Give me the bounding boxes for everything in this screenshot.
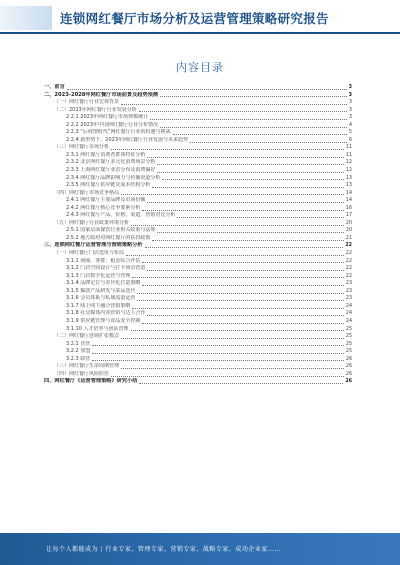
toc-entry[interactable] — [44, 250, 352, 258]
toc-entry-title: 3.1.9 供应链管理与食品安全控制 — [66, 317, 141, 324]
toc-entry[interactable] — [44, 182, 352, 190]
toc-entry-title: 2.3.1 网红餐厅消费者群体特征分析 — [66, 151, 146, 158]
toc-entry[interactable] — [44, 190, 352, 198]
toc-entry-title: 三、连锁网红餐厅运营管理与营销策略分析 — [44, 242, 143, 249]
toc-entry[interactable] — [44, 326, 352, 334]
toc-entry-title: 2.2.4 新形势下，2023年网红餐厅行业发展与未来趋势 — [66, 136, 189, 143]
toc-entry-page: 25 — [345, 326, 352, 332]
toc-entry-page: 22 — [345, 243, 352, 249]
toc-entry[interactable] — [44, 114, 352, 122]
toc-entry-page: 4 — [348, 122, 352, 128]
toc-entry[interactable] — [44, 137, 352, 145]
toc-leader-dots — [139, 382, 343, 384]
toc-entry-title: 2.3.5 网红餐厅供应链及成本结构分析 — [66, 182, 151, 189]
toc-entry-title: 3.1.1 商圈、客群、租金综合评估 — [66, 257, 141, 264]
toc-entry-page: 13 — [345, 175, 352, 181]
toc-entry-title: （一）网红餐厅行业宏观背景 — [54, 99, 120, 106]
toc-leader-dots — [142, 284, 344, 286]
toc-entry-page: 26 — [345, 356, 352, 362]
toc-entry[interactable] — [44, 341, 352, 349]
toc-leader-dots — [157, 171, 344, 173]
toc-entry[interactable] — [44, 295, 352, 303]
report-title: 连锁网红餐厅市场分析及运营管理策略研究报告 — [60, 11, 329, 26]
toc-leader-dots — [160, 95, 347, 97]
toc-entry[interactable] — [44, 129, 352, 137]
toc-entry-title: 二、2023-2028年网红餐厅市场前景及趋势预测 — [44, 91, 159, 98]
toc-leader-dots — [157, 231, 344, 233]
toc-entry[interactable] — [44, 333, 352, 341]
toc-leader-dots — [145, 246, 344, 248]
toc-entry-page: 5 — [348, 130, 352, 136]
toc-entry-page: 13 — [345, 183, 352, 189]
toc-entry-title: 3.2.2 加盟 — [66, 348, 91, 355]
toc-leader-dots — [173, 133, 347, 135]
toc-entry[interactable] — [44, 303, 352, 311]
toc-entry-title: 3.1.5 爆款产品研发与菜品迭代 — [66, 287, 136, 294]
toc-entry-page: 20 — [345, 228, 352, 234]
toc-entry-title: 3.2.1 直营 — [66, 340, 91, 347]
toc-leader-dots — [147, 269, 344, 271]
toc-leader-dots — [92, 352, 344, 354]
toc-entry[interactable] — [44, 318, 352, 326]
toc-entry-page: 25 — [345, 334, 352, 340]
header-rule — [0, 32, 400, 34]
toc-leader-dots — [157, 163, 344, 165]
toc-entry-page: 17 — [345, 213, 352, 219]
toc-entry-title: 3.1.4 品牌定位与差异化打造策略 — [66, 280, 141, 287]
toc-entry-title: （三）网红餐厅生命周期管理 — [54, 363, 120, 370]
toc-entry-page: 11 — [345, 145, 352, 151]
toc-leader-dots — [150, 118, 347, 120]
toc-entry[interactable] — [44, 99, 352, 107]
toc-entry-title: 3.1.3 门店数字化运营与管理 — [66, 272, 131, 279]
toc-entry[interactable] — [44, 92, 352, 100]
toc-leader-dots — [92, 359, 344, 361]
toc-entry-title: 2.2.1 2023年网红餐厅市场规模统计 — [66, 114, 149, 121]
toc-entry[interactable] — [44, 348, 352, 356]
header-accent-bar — [0, 6, 52, 30]
toc-entry[interactable] — [44, 167, 352, 175]
toc-entry[interactable] — [44, 378, 352, 386]
toc-entry-page: 25 — [345, 341, 352, 347]
table-of-contents — [44, 84, 352, 386]
toc-leader-dots — [132, 307, 344, 309]
toc-entry-title: 3.1.10 人才培养与团队管理 — [66, 325, 129, 332]
toc-leader-dots — [121, 103, 347, 105]
toc-entry-page: 22 — [345, 266, 352, 272]
toc-entry-title: （三）网红餐厅市场分析 — [54, 144, 110, 151]
toc-entry[interactable] — [44, 152, 352, 160]
toc-entry-title: 3.1.7 线上线下融合营销策略 — [66, 302, 131, 309]
toc-leader-dots — [67, 88, 347, 90]
toc-entry-title: （四）网红餐厅市场竞争格局 — [54, 189, 120, 196]
toc-entry-page: 23 — [345, 288, 352, 294]
toc-leader-dots — [131, 329, 344, 331]
toc-entry[interactable] — [44, 356, 352, 364]
toc-leader-dots — [137, 292, 344, 294]
toc-entry[interactable] — [44, 258, 352, 266]
toc-entry[interactable] — [44, 363, 352, 371]
toc-entry-page: 24 — [345, 311, 352, 317]
toc-entry[interactable] — [44, 107, 352, 115]
toc-entry[interactable] — [44, 242, 352, 250]
toc-entry[interactable] — [44, 159, 352, 167]
toc-entry-title: 2.3.3 上海网红餐厅业态分布及消费偏好 — [66, 167, 156, 174]
toc-heading: 内容目录 — [176, 61, 224, 74]
toc-leader-dots — [111, 148, 344, 150]
toc-entry-page: 23 — [345, 281, 352, 287]
toc-leader-dots — [160, 126, 347, 128]
toc-entry-title: 2.3.4 网红餐厅品牌影响力与传播渠道分析 — [66, 174, 161, 181]
toc-entry-title: 2.4.3 网红餐厅产品、价格、渠道、营销对比分析 — [66, 212, 176, 219]
toc-leader-dots — [126, 254, 344, 256]
toc-entry[interactable] — [44, 122, 352, 130]
toc-entry-title: 2.2.3 “后疫情时代”网红餐厅行业的机遇与挑战 — [66, 129, 171, 136]
toc-entry-title: 四、网红餐厅《运营管理策略》研究小结 — [44, 378, 138, 385]
toc-entry-title: 2.4.2 网红餐厅核心竞争要素分析 — [66, 204, 141, 211]
toc-leader-dots — [147, 156, 344, 158]
toc-entry-title: （二）网红餐厅连锁扩张模式 — [54, 333, 120, 340]
toc-entry-title: 3.1.2 门店空间设计与打卡场景营造 — [66, 265, 146, 272]
toc-entry-title: 2.3.2 北京网红餐厅多元化消费场景分析 — [66, 159, 156, 166]
toc-entry-title: 3.2.3 联营 — [66, 355, 91, 362]
report-header — [0, 0, 400, 34]
toc-entry[interactable] — [44, 220, 352, 228]
toc-entry-page: 12 — [345, 160, 352, 166]
toc-entry-page: 3 — [348, 100, 352, 106]
toc-leader-dots — [177, 216, 344, 218]
toc-entry-title: 2.5.2 地方政府对网红餐厅的扶持政策 — [66, 234, 151, 241]
toc-leader-dots — [142, 322, 344, 324]
toc-entry-page: 24 — [345, 303, 352, 309]
toc-leader-dots — [131, 224, 344, 226]
toc-entry[interactable] — [44, 175, 352, 183]
toc-entry-page: 12 — [345, 168, 352, 174]
footer-slogan-roles: 行业专家、管理专家、营销专家、战略专家、成功企业家…… — [105, 546, 281, 553]
toc-entry-page: 25 — [345, 349, 352, 355]
toc-entry-page: 16 — [345, 205, 352, 211]
toc-entry[interactable] — [44, 235, 352, 243]
toc-leader-dots — [139, 110, 347, 112]
toc-entry-page: 26 — [345, 364, 352, 370]
toc-entry-page: 3 — [348, 92, 352, 98]
toc-leader-dots — [137, 299, 344, 301]
toc-leader-dots — [142, 261, 344, 263]
toc-entry[interactable] — [44, 310, 352, 318]
toc-entry[interactable] — [44, 273, 352, 281]
toc-entry-title: （五）网红餐厅行业政策环境分析 — [54, 219, 130, 226]
toc-entry[interactable] — [44, 265, 352, 273]
footer-banner — [0, 533, 400, 565]
toc-leader-dots — [121, 193, 344, 195]
toc-entry-title: （二）2023年网红餐厅行业发展分析 — [54, 106, 137, 113]
toc-entry-page: 23 — [345, 296, 352, 302]
toc-leader-dots — [92, 344, 344, 346]
toc-entry-page: 22 — [345, 251, 352, 257]
footer-slogan-lead: 让每个人都能成为 — [46, 546, 99, 553]
toc-entry[interactable] — [44, 205, 352, 213]
toc-leader-dots — [132, 276, 344, 278]
toc-leader-dots — [162, 178, 344, 180]
toc-entry-page: 26 — [345, 379, 352, 385]
toc-leader-dots — [147, 314, 344, 316]
toc-entry[interactable] — [44, 197, 352, 205]
toc-leader-dots — [190, 141, 347, 143]
toc-entry[interactable] — [44, 288, 352, 296]
toc-entry-page: 22 — [345, 258, 352, 264]
toc-entry-page: 22 — [345, 273, 352, 279]
toc-entry-page: 26 — [345, 371, 352, 377]
toc-entry-title: 2.2.2 2023年中国网红餐厅行业分布情况 — [66, 121, 159, 128]
toc-entry[interactable] — [44, 227, 352, 235]
toc-entry-title: 3.1.6 会员体系与私域流量运营 — [66, 295, 136, 302]
toc-entry-title: 2.4.1 网红餐厅主要品牌及市场份额 — [66, 197, 146, 204]
toc-leader-dots — [152, 186, 344, 188]
toc-entry[interactable] — [44, 212, 352, 220]
toc-entry-page: 14 — [345, 190, 352, 196]
toc-leader-dots — [147, 201, 344, 203]
toc-leader-dots — [111, 375, 344, 377]
toc-leader-dots — [142, 209, 344, 211]
toc-entry-page: 21 — [345, 235, 352, 241]
toc-entry-page: 20 — [345, 220, 352, 226]
toc-leader-dots — [121, 367, 344, 369]
toc-entry-title: （四）网红餐厅风险防范 — [54, 370, 110, 377]
toc-entry-title: 一、前言 — [44, 84, 65, 90]
toc-entry[interactable] — [44, 84, 352, 92]
toc-entry-title: 3.1.8 社交媒体内容营销与达人合作 — [66, 310, 146, 317]
toc-entry[interactable] — [44, 280, 352, 288]
footer-slogan: 让每个人都能成为 | 行业专家、管理专家、营销专家、战略专家、成功企业家…… — [46, 546, 281, 553]
toc-entry-page: 11 — [345, 152, 352, 158]
toc-entry-title: （一）网红餐厅门店选址与布局 — [54, 250, 125, 257]
toc-entry-page: 3 — [348, 115, 352, 121]
toc-leader-dots — [152, 239, 344, 241]
toc-entry-title: 2.5.1 国家层面餐饮行业相关政策与法规 — [66, 227, 156, 234]
toc-entry[interactable] — [44, 144, 352, 152]
toc-entry-page: 3 — [348, 107, 352, 113]
toc-entry-page: 6 — [348, 137, 352, 143]
toc-entry-page: 14 — [345, 198, 352, 204]
toc-entry-page: 24 — [345, 318, 352, 324]
toc-entry-page: 3 — [348, 85, 352, 90]
toc-leader-dots — [121, 337, 344, 339]
toc-entry[interactable] — [44, 371, 352, 379]
